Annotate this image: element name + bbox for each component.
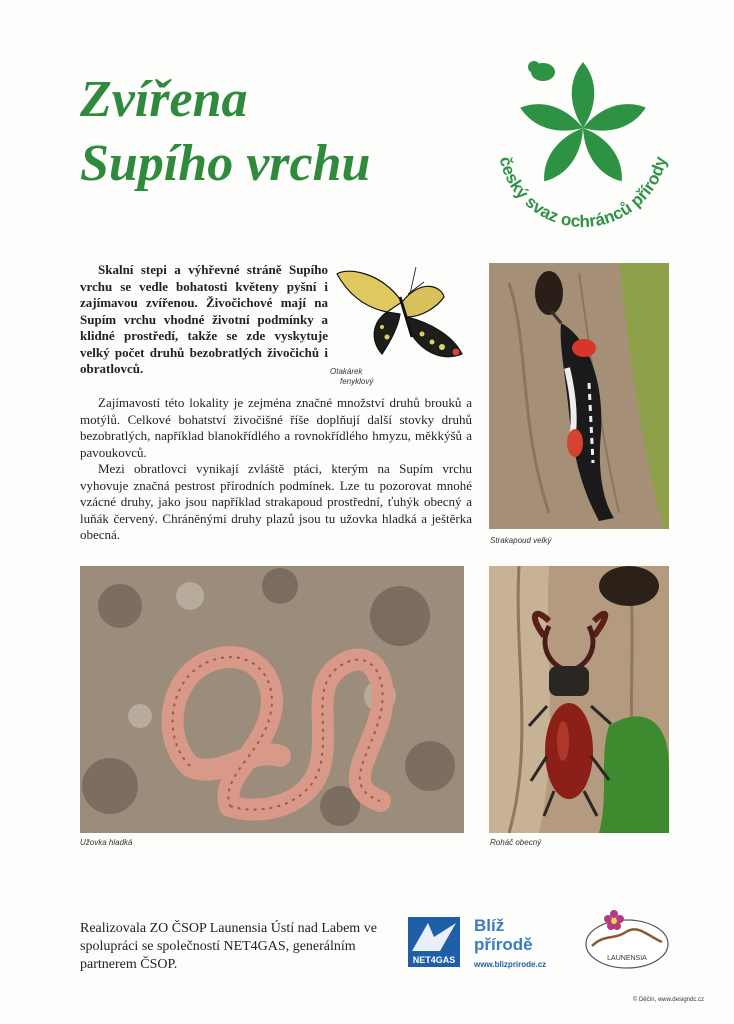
snake-photo — [80, 566, 464, 833]
intro-paragraph: Skalní stepi a výhřevné stráně Supího vrchu se vedle bohatosti květeny pyšní i zajímavou zvířenou. Živočichové mají na Supím vrchu vhodné životní podmínky a klidné prostředí, takže se zde vyskytuje velký počet druhů bezobratlých živočichů i obratlovců. — [80, 262, 328, 376]
butterfly-caption: Otakárek fenyklový — [330, 367, 374, 386]
title-line-2: Supího vrchu — [80, 135, 371, 192]
design-credit: © Děčín, www.designdc.cz — [632, 997, 704, 1003]
logo-text: český svaz ochránců přírody — [495, 154, 671, 232]
csop-logo — [488, 50, 678, 240]
woodpecker-caption: Strakapoud velký — [490, 536, 552, 545]
beetle-caption: Roháč obecný — [490, 838, 542, 847]
launensia-logo — [584, 906, 670, 970]
snake-caption: Užovka hladká — [80, 838, 133, 847]
bliz-url: www.blizprirode.cz — [474, 960, 547, 969]
bliz-prirode-logo: Blíž přírodě www.blizprirode.cz — [474, 916, 574, 969]
butterfly-image — [332, 262, 472, 377]
flower-icon — [488, 50, 678, 240]
net4gas-logo — [408, 917, 460, 967]
footer-text: Realizovala ZO ČSOP Launensia Ústí nad Labem ve spolupráci se společností NET4GAS, generálním partnerem ČSOP. — [80, 921, 377, 972]
woodpecker-photo — [489, 263, 669, 529]
svg-text:LAUNENSIA: LAUNENSIA — [607, 955, 647, 962]
paragraph-beetles: Zajímavostí této lokality je zejména značné množství druhů brouků a motýlů. Celkové bohatství živočišné říše doplňují další stovky druhů bezobratlých, například blanokřídlého a rovnokřídlého hmyzu, měkkýšů a pavoukovců. — [80, 395, 472, 460]
svg-text:NET4GAS: NET4GAS — [412, 955, 456, 965]
title-line-1: Zvířena — [80, 71, 248, 128]
body-text — [80, 395, 472, 544]
paragraph-birds: Mezi obratlovci vynikají zvláště ptáci, kterým na Supím vrchu vyhovuje značná pestrost přírodních podmínek. Lze tu pozorovat mnohé vzácné druhy, jako jsou například strakapoud prostřední, ťuhýk obecný a luňák červený. Chráněnými druhy plazů jsou tu užovka hladká a ještěrka obecná. — [80, 461, 472, 542]
beetle-photo — [489, 566, 669, 833]
page-title — [80, 68, 370, 196]
